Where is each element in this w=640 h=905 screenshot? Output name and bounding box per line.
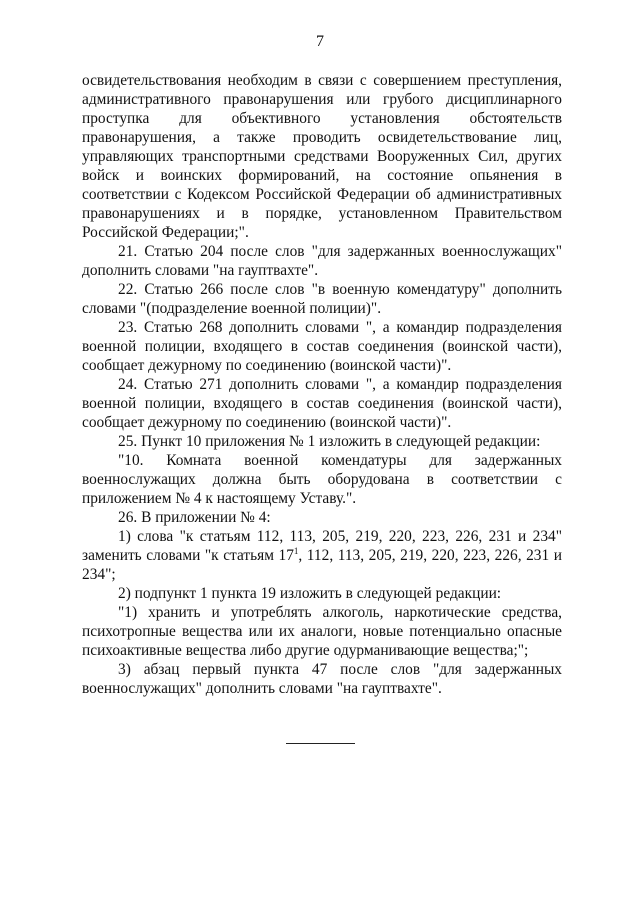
page-number: 7: [316, 33, 324, 50]
paragraph-quote-room: "10. Комната военной комендатуры для задержанных военнослужащих должна быть оборудована в соответствии с приложением № 4 к настоящему Уставу.".: [82, 452, 562, 507]
subitem-1-text-before: 1) слова "к статьям 112, 113, 205, 219, 220, 223, 226, 231 и 234" заменить словами "к статьям 17: [82, 528, 562, 564]
paragraph-continuation: освидетельствования необходим в связи с совершением преступления, административного правонарушения или грубого дисциплинарного проступка для объективного установления обстоятельств правонарушения, а также проводить освидетельствование лиц, управляющих транспортными средствами Вооруженных Сил, других войск и воинских формирований, на состояние опьянения в соответствии с Кодексом Российской Федерации об административных правонарушениях и в порядке, установленном Правительством Российской Федерации;".: [82, 72, 562, 241]
document-body: [82, 71, 562, 698]
paragraph-item-25: 25. Пункт 10 приложения № 1 изложить в следующей редакции:: [118, 433, 541, 450]
paragraph-item-24: 24. Статью 271 дополнить словами ", а командир подразделения военной полиции, входящего в состав соединения (воинской части), сообщает дежурному по соединению (воинской части)".: [82, 376, 562, 431]
subitem-1-text-after: , 112, 113, 205, 219, 220, 223, 226, 231 и 234";: [82, 547, 562, 583]
paragraph-item-23: 23. Статью 268 дополнить словами ", а командир подразделения военной полиции, входящего в состав соединения (воинской части), сообщает дежурному по соединению (воинской части)".: [82, 319, 562, 374]
paragraph-item-21: 21. Статью 204 после слов "для задержанных военнослужащих" дополнить словами "на гауптвахте".: [82, 243, 562, 279]
paragraph-quote-prohibition: "1) хранить и употреблять алкоголь, наркотические средства, психотропные вещества или их аналоги, новые потенциально опасные психоактивные вещества либо другие одурманивающие вещества;";: [82, 604, 562, 659]
paragraph-item-22: 22. Статью 266 после слов "в военную комендатуру" дополнить словами "(подразделение военной полиции)".: [82, 281, 562, 317]
superscript-footnote: 1: [293, 546, 299, 556]
end-of-document-rule: [286, 743, 355, 744]
paragraph-subitem-1: [82, 527, 562, 584]
paragraph-item-26: 26. В приложении № 4:: [118, 509, 271, 526]
paragraph-subitem-3: 3) абзац первый пункта 47 после слов "для задержанных военнослужащих" дополнить словами "на гауптвахте".: [82, 661, 562, 697]
paragraph-subitem-2: 2) подпункт 1 пункта 19 изложить в следующей редакции:: [118, 585, 502, 602]
